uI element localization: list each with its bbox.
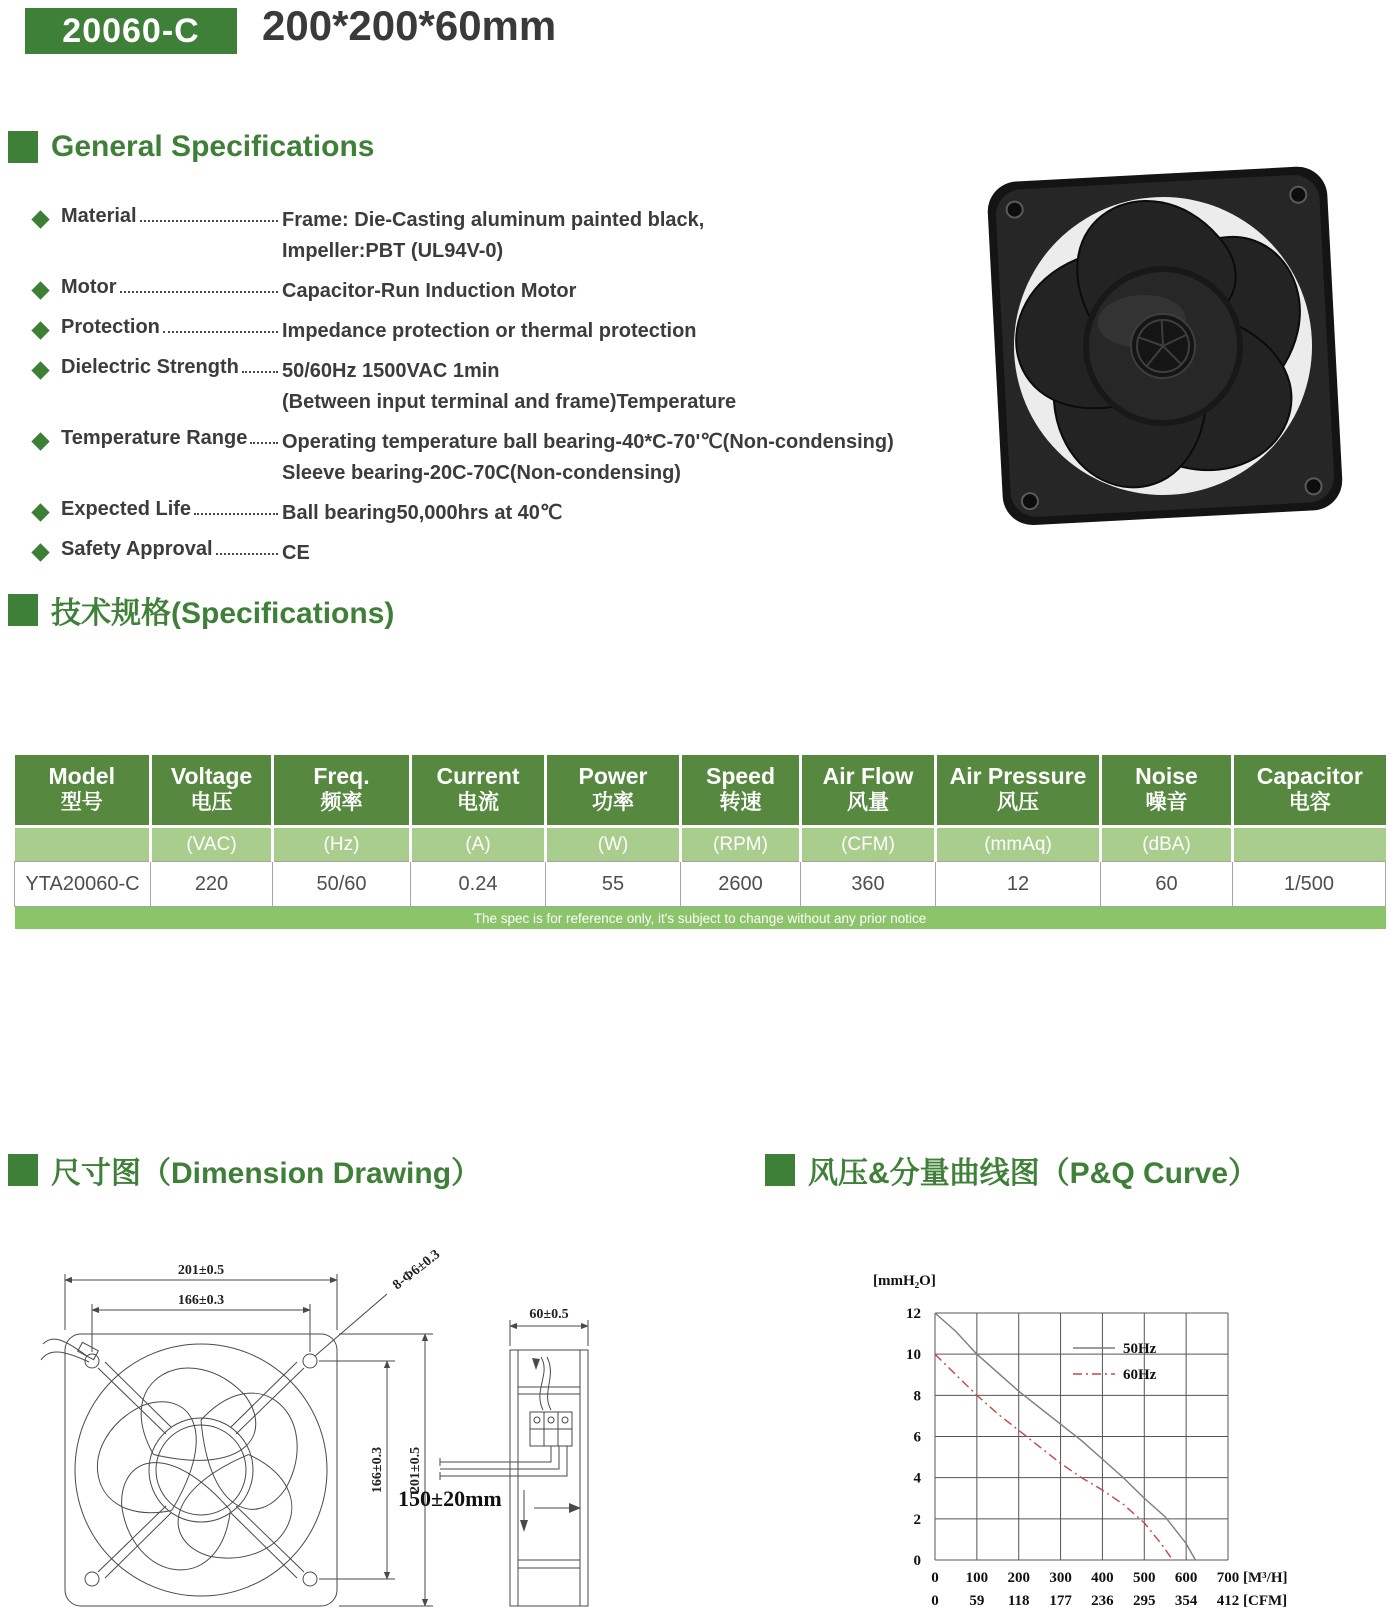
- spec-item: [30, 276, 970, 307]
- section-title: General Specifications: [51, 130, 375, 163]
- column-unit: (mmAq): [936, 827, 1101, 862]
- cell-value: 0.24: [411, 862, 546, 907]
- svg-text:354: 354: [1174, 1593, 1198, 1609]
- cell-value: 220: [151, 862, 273, 907]
- svg-text:4: 4: [913, 1470, 921, 1487]
- section-dimension-drawing: [8, 1148, 481, 1192]
- spec-label: Motor: [61, 276, 117, 298]
- spec-value: Ball bearing50,000hrs at 40℃: [282, 502, 563, 524]
- svg-text:0: 0: [931, 1593, 939, 1609]
- spec-value: Impedance protection or thermal protection: [282, 320, 697, 342]
- svg-text:177: 177: [1049, 1593, 1072, 1609]
- dim-depth: 60±0.5: [529, 1307, 569, 1322]
- dim-lead-length: 150±20mm: [398, 1486, 502, 1511]
- section-marker-icon: [8, 1154, 38, 1186]
- cell-value: 1/500: [1233, 862, 1386, 907]
- section-marker-icon: [765, 1154, 795, 1186]
- column-unit: (dBA): [1101, 827, 1233, 862]
- diamond-bullet-icon: [31, 503, 49, 521]
- svg-text:700: 700: [1216, 1570, 1240, 1586]
- section-pq-curve: [765, 1148, 1258, 1192]
- spec-item: [30, 356, 970, 418]
- svg-text:300: 300: [1049, 1570, 1072, 1586]
- svg-text:200: 200: [1007, 1570, 1030, 1586]
- column-header: Model 型号: [15, 755, 151, 827]
- diamond-bullet-icon: [31, 543, 49, 561]
- spec-item: [30, 205, 970, 267]
- dim-hole-pitch-v: 166±0.3: [370, 1446, 385, 1494]
- svg-text:6: 6: [913, 1429, 921, 1446]
- column-unit: (CFM): [801, 827, 936, 862]
- svg-text:60Hz: 60Hz: [1123, 1367, 1157, 1383]
- column-unit: [1233, 827, 1386, 862]
- svg-text:0: 0: [931, 1570, 939, 1586]
- column-header: Capacitor 电容: [1233, 755, 1386, 827]
- svg-text:500: 500: [1133, 1570, 1156, 1586]
- page-title-size: 200*200*60mm: [262, 2, 557, 49]
- spec-table: [14, 755, 1386, 929]
- svg-text:8: 8: [913, 1388, 921, 1405]
- svg-text:236: 236: [1091, 1593, 1114, 1609]
- column-unit: (Hz): [273, 827, 411, 862]
- dotted-leader: [140, 205, 278, 222]
- spec-value: Frame: Die-Casting aluminum painted black, Impeller:PBT (UL94V-0): [282, 209, 705, 262]
- svg-text:[M³/H]: [M³/H]: [1243, 1570, 1288, 1586]
- model-code-badge: 20060-C: [25, 8, 237, 54]
- general-spec-list: [30, 205, 970, 578]
- svg-text:118: 118: [1007, 1593, 1030, 1609]
- dotted-leader: [242, 356, 278, 373]
- dotted-leader: [194, 498, 278, 515]
- spec-value: Operating temperature ball bearing-40*C-70'℃(Non-condensing) Sleeve bearing-20C-70C(Non-condensing): [282, 431, 894, 484]
- table-data-row: [15, 862, 1386, 907]
- column-header: Current 电流: [411, 755, 546, 827]
- spec-label: Protection: [61, 316, 160, 338]
- diamond-bullet-icon: [31, 432, 49, 450]
- section-title: 尺寸图（Dimension Drawing）: [51, 1157, 482, 1190]
- table-header-row: [15, 755, 1386, 827]
- svg-text:[mmH₂O]: [mmH₂O]: [873, 1273, 936, 1289]
- column-header: Noise 噪音: [1101, 755, 1233, 827]
- spec-label: Temperature Range: [61, 427, 248, 449]
- section-marker-icon: [8, 594, 38, 626]
- spec-label: Expected Life: [61, 498, 192, 520]
- diamond-bullet-icon: [31, 321, 49, 339]
- diamond-bullet-icon: [31, 210, 49, 228]
- column-header: Voltage 电压: [151, 755, 273, 827]
- dotted-leader: [250, 427, 278, 444]
- svg-text:0: 0: [913, 1553, 921, 1569]
- spec-label: Safety Approval: [61, 538, 213, 560]
- svg-text:59: 59: [969, 1593, 985, 1609]
- column-header: Freq. 频率: [273, 755, 411, 827]
- spec-value: 50/60Hz 1500VAC 1min (Between input terminal and frame)Temperature: [282, 360, 737, 413]
- section-general-specifications: [8, 130, 374, 164]
- column-header: Air Flow 风量: [801, 755, 936, 827]
- cell-value: 360: [801, 862, 936, 907]
- svg-text:412: 412: [1216, 1593, 1240, 1609]
- svg-text:600: 600: [1174, 1570, 1198, 1586]
- svg-text:[CFM]: [CFM]: [1243, 1593, 1288, 1609]
- section-marker-icon: [8, 131, 38, 163]
- cell-value: 50/60: [273, 862, 411, 907]
- dim-hole-pitch-h: 166±0.3: [177, 1293, 225, 1308]
- cell-value: 55: [546, 862, 681, 907]
- column-header: Speed 转速: [681, 755, 801, 827]
- column-unit: (A): [411, 827, 546, 862]
- pq-curve-chart: [845, 1235, 1305, 1610]
- column-unit: [15, 827, 151, 862]
- column-unit: (RPM): [681, 827, 801, 862]
- svg-text:2: 2: [913, 1511, 921, 1528]
- column-unit: (W): [546, 827, 681, 862]
- table-units-row: [15, 827, 1386, 862]
- diamond-bullet-icon: [31, 281, 49, 299]
- svg-text:400: 400: [1091, 1570, 1114, 1586]
- svg-text:100: 100: [965, 1570, 989, 1586]
- table-note: The spec is for reference only, it's subject to change without any prior notice: [15, 907, 1386, 930]
- column-unit: (VAC): [151, 827, 273, 862]
- section-specifications: [8, 588, 394, 632]
- dotted-leader: [163, 316, 278, 333]
- dotted-leader: [216, 538, 278, 555]
- cell-value: 2600: [681, 862, 801, 907]
- fan-product-photo: [970, 148, 1355, 548]
- dim-height-outer: 201±0.5: [408, 1446, 423, 1494]
- spec-item: [30, 427, 970, 489]
- cell-value: YTA20060-C: [15, 862, 151, 907]
- dimension-drawing: [35, 1222, 755, 1610]
- dotted-leader: [120, 276, 278, 293]
- table-note-row: [15, 907, 1386, 930]
- spec-label: Material: [61, 205, 137, 227]
- dim-holes: 8-Φ6±0.3: [390, 1247, 444, 1294]
- svg-text:295: 295: [1133, 1593, 1156, 1609]
- spec-value: Capacitor-Run Induction Motor: [282, 280, 577, 302]
- column-header: Air Pressure 风压: [936, 755, 1101, 827]
- diamond-bullet-icon: [31, 361, 49, 379]
- svg-text:10: 10: [906, 1347, 921, 1364]
- spec-label: Dielectric Strength: [61, 356, 239, 378]
- spec-item: [30, 316, 970, 347]
- spec-item: [30, 538, 970, 569]
- spec-value: CE: [282, 542, 310, 564]
- spec-item: [30, 498, 970, 529]
- column-header: Power 功率: [546, 755, 681, 827]
- svg-text:50Hz: 50Hz: [1123, 1341, 1157, 1357]
- svg-text:12: 12: [906, 1306, 921, 1322]
- section-title: 风压&分量曲线图（P&Q Curve）: [808, 1157, 1259, 1190]
- section-title: 技术规格(Specifications): [51, 597, 395, 630]
- dim-width-outer: 201±0.5: [177, 1263, 225, 1278]
- cell-value: 12: [936, 862, 1101, 907]
- cell-value: 60: [1101, 862, 1233, 907]
